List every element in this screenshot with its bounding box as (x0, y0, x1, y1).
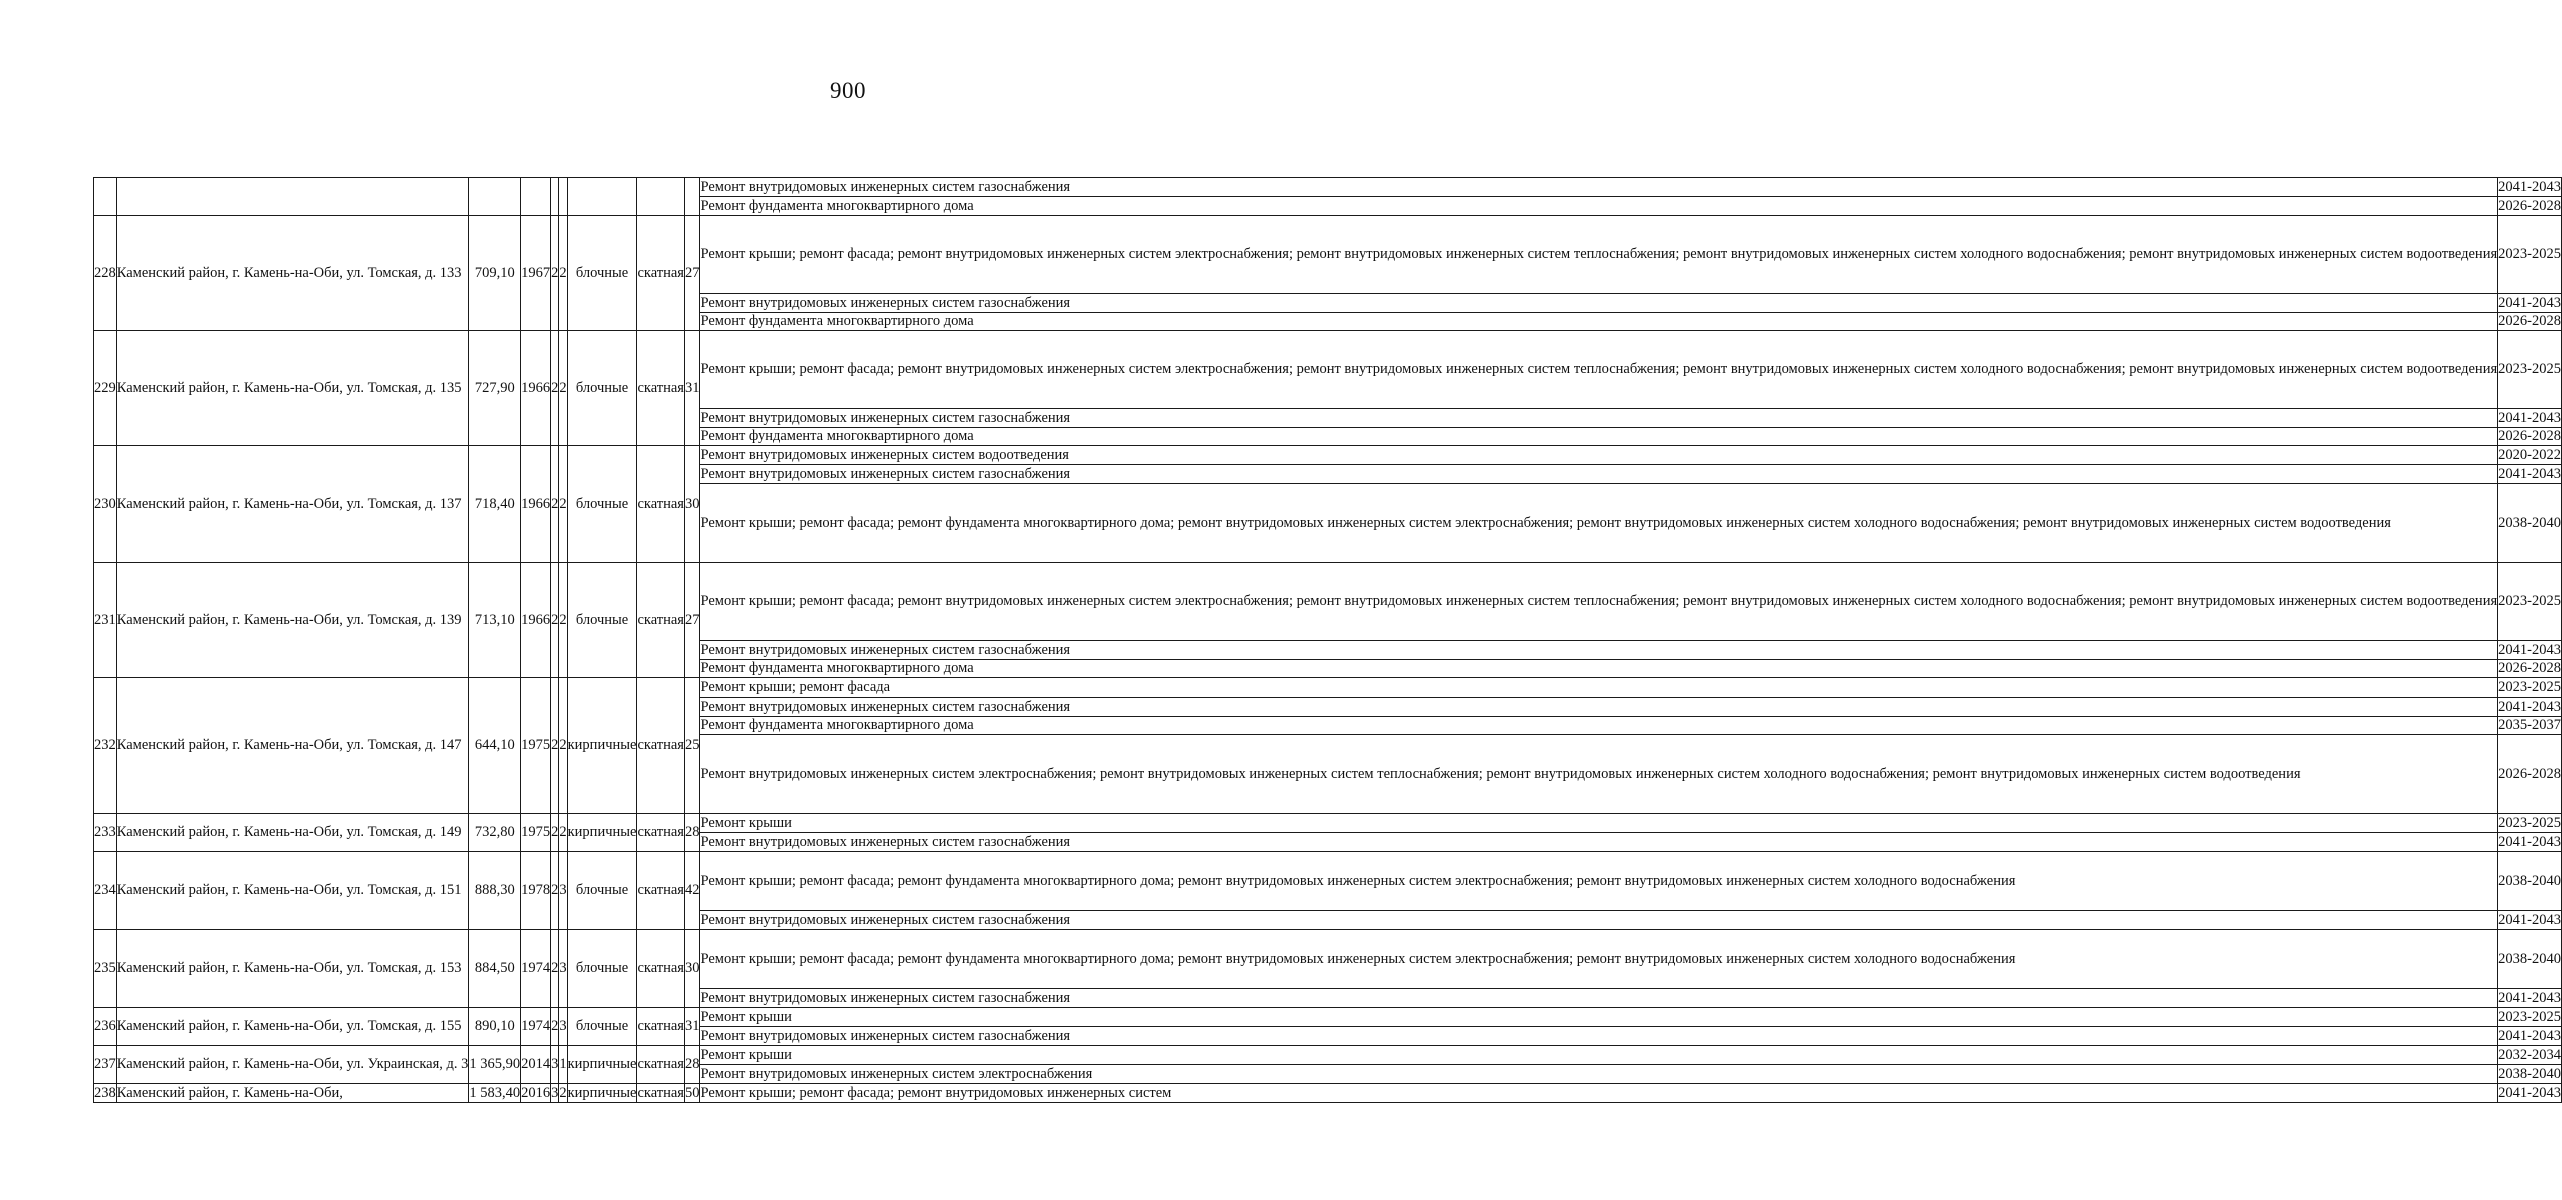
work-period-cell: 2026-2028 (2498, 197, 2561, 214)
roof-type-cell: скатная (637, 1084, 684, 1101)
row-number: 232 (94, 678, 117, 814)
table-row (94, 1008, 2562, 1027)
roof-type-cell: скатная (637, 331, 685, 446)
entrances-cell: 1 (559, 1046, 567, 1084)
residents-cell: 31 (684, 331, 700, 446)
area-cell: 890,10 (469, 1008, 521, 1046)
year-cell: 1966 (521, 563, 551, 678)
floors-cell: 2 (551, 563, 559, 678)
work-description-cell: Ремонт крыши; ремонт фасада; ремонт фундамента многоквартирного дома; ремонт внутридомовых инженерных систем электроснабжения; ремонт внутридомовых инженерных систем холодного водоснабжения; ремонт внутридомовых инженерных систем водоотведения (700, 484, 2498, 563)
area-cell: 732,80 (469, 814, 521, 852)
row-number: 236 (94, 1008, 117, 1046)
floors-cell: 3 (551, 1084, 559, 1101)
work-description-cell: Ремонт внутридомовых инженерных систем газоснабжения (700, 294, 2498, 313)
area-cell: 644,10 (469, 678, 521, 814)
work-period-cell: 2041-2043 (2498, 911, 2561, 928)
work-description-cell: Ремонт фундамента многоквартирного дома (700, 428, 2498, 446)
roof-type-cell: скатная (637, 678, 685, 814)
table-row (94, 216, 2562, 294)
work-period-cell: 2026-2028 (2498, 735, 2562, 814)
residents-cell: 28 (684, 1046, 700, 1084)
year-cell: 1966 (521, 331, 551, 446)
table-row (94, 678, 2562, 698)
residents-cell: 31 (684, 1008, 700, 1046)
year-cell: 1974 (521, 930, 551, 1008)
table-row (94, 1046, 2562, 1065)
walls-material-cell (567, 178, 637, 216)
work-period-cell: 2023-2025 (2498, 678, 2562, 698)
floors-cell: 2 (551, 678, 559, 814)
address-cell: Каменский район, г. Камень-на-Оби, ул. Томская, д. 133 (116, 216, 469, 331)
work-description-cell: Ремонт крыши; ремонт фасада; ремонт внутридомовых инженерных систем электроснабжения; ремонт внутридомовых инженерных систем теплоснабжения; ремонт внутридомовых инженерных систем холодного водоснабжения; ремонт внутридомовых инженерных систем водоотведения (700, 331, 2498, 409)
row-number: 234 (94, 852, 117, 930)
work-description-cell: Ремонт внутридомовых инженерных систем газоснабжения (700, 409, 2498, 428)
floors-cell: 2 (551, 446, 559, 563)
roof-type-cell: скатная (637, 216, 685, 331)
table-row (94, 814, 2562, 833)
address-cell: Каменский район, г. Камень-на-Оби, ул. Томская, д. 139 (116, 563, 469, 678)
roof-type-cell: скатная (637, 1046, 685, 1084)
walls-material-cell: кирпичные (567, 814, 637, 852)
row-number (94, 178, 117, 216)
residents-cell: 28 (684, 814, 700, 852)
year-cell: 2016 (521, 1084, 551, 1101)
work-period-cell: 2041-2043 (2498, 989, 2561, 1006)
table-row (94, 930, 2562, 989)
walls-material-cell: кирпичные (567, 1046, 637, 1084)
address-cell: Каменский район, г. Камень-на-Оби, ул. Украинская, д. 3 (116, 1046, 469, 1084)
entrances-cell: 2 (559, 446, 567, 563)
work-period-cell: 2023-2025 (2498, 814, 2561, 831)
work-description-cell: Ремонт фундамента многоквартирного дома (700, 660, 2498, 678)
work-period-cell: 2026-2028 (2498, 660, 2561, 676)
floors-cell: 2 (551, 331, 559, 446)
work-period-cell: 2041-2043 (2498, 178, 2561, 195)
table-row (94, 446, 2562, 465)
walls-material-cell: блочные (567, 563, 637, 678)
work-period-cell: 2023-2025 (2498, 216, 2562, 294)
year-cell: 1974 (521, 1008, 551, 1046)
year-cell (521, 178, 551, 216)
work-description-cell: Ремонт крыши; ремонт фасада; ремонт внутридомовых инженерных систем электроснабжения; ремонт внутридомовых инженерных систем теплоснабжения; ремонт внутридомовых инженерных систем холодного водоснабжения; ремонт внутридомовых инженерных систем водоотведения (700, 216, 2498, 294)
work-description-cell: Ремонт внутридомовых инженерных систем электроснабжения (700, 1065, 2498, 1084)
work-description-cell: Ремонт внутридомовых инженерных систем электроснабжения; ремонт внутридомовых инженерных систем теплоснабжения; ремонт внутридомовых инженерных систем холодного водоснабжения; ремонт внутридомовых инженерных систем водоотведения (700, 735, 2498, 814)
walls-material-cell: блочные (567, 331, 637, 446)
work-period-cell: 2041-2043 (2498, 833, 2561, 850)
row-number: 229 (94, 331, 117, 446)
table-row (94, 178, 2562, 197)
work-period-cell: 2041-2043 (2498, 641, 2561, 658)
walls-material-cell: блочные (567, 446, 637, 563)
work-period-cell: 2038-2040 (2498, 852, 2562, 911)
year-cell: 1978 (521, 852, 551, 930)
work-period-cell: 2041-2043 (2498, 294, 2561, 311)
floors-cell: 2 (551, 814, 559, 852)
work-period-cell: 2041-2043 (2498, 698, 2561, 715)
area-cell: 709,10 (469, 216, 521, 331)
address-cell: Каменский район, г. Камень-на-Оби, ул. Томская, д. 137 (116, 446, 469, 563)
area-cell: 727,90 (469, 331, 521, 446)
work-description-cell: Ремонт внутридомовых инженерных систем газоснабжения (700, 833, 2498, 852)
roof-type-cell: скатная (637, 930, 685, 1008)
walls-material-cell: блочные (567, 216, 637, 331)
roof-type-cell (637, 178, 685, 216)
work-description-cell: Ремонт внутридомовых инженерных систем газоснабжения (700, 1027, 2498, 1046)
area-cell: 1 365,90 (469, 1046, 521, 1084)
work-period-cell: 2020-2022 (2498, 446, 2561, 463)
floors-cell: 3 (551, 1046, 559, 1084)
residents-cell: 25 (684, 678, 700, 814)
address-cell: Каменский район, г. Камень-на-Оби, (116, 1084, 469, 1103)
entrances-cell: 2 (559, 563, 567, 678)
work-description-cell: Ремонт внутридомовых инженерных систем газоснабжения (700, 178, 2498, 197)
address-cell (116, 178, 469, 216)
work-period-cell: 2023-2025 (2498, 331, 2562, 409)
row-number: 235 (94, 930, 117, 1008)
address-cell: Каменский район, г. Камень-на-Оби, ул. Томская, д. 135 (116, 331, 469, 446)
work-period-cell: 2032-2034 (2498, 1046, 2561, 1063)
residents-cell: 30 (684, 446, 700, 563)
work-description-cell: Ремонт внутридомовых инженерных систем газоснабжения (700, 989, 2498, 1008)
table-row (94, 852, 2562, 911)
work-description-cell: Ремонт внутридомовых инженерных систем газоснабжения (700, 641, 2498, 660)
entrances-cell: 2 (559, 678, 567, 814)
entrances-cell: 2 (559, 814, 567, 852)
area-cell: 888,30 (469, 852, 521, 930)
roof-type-cell: скатная (637, 814, 685, 852)
walls-material-cell: блочные (567, 930, 637, 1008)
residents-cell (684, 178, 700, 216)
work-description-cell: Ремонт крыши (700, 1008, 2498, 1027)
table-row (94, 563, 2562, 641)
entrances-cell: 2 (559, 331, 567, 446)
address-cell: Каменский район, г. Камень-на-Оби, ул. Томская, д. 149 (116, 814, 469, 852)
roof-type-cell: скатная (637, 446, 685, 563)
work-description-cell: Ремонт фундамента многоквартирного дома (700, 313, 2498, 331)
work-description-cell: Ремонт крыши; ремонт фасада; ремонт фундамента многоквартирного дома; ремонт внутридомовых инженерных систем электроснабжения; ремонт внутридомовых инженерных систем холодного водоснабжения (700, 930, 2498, 989)
residents-cell: 50 (684, 1084, 700, 1101)
roof-type-cell: скатная (637, 852, 685, 930)
work-period-cell: 2041-2043 (2498, 465, 2561, 482)
row-number: 228 (94, 216, 117, 331)
work-period-cell: 2041-2043 (2498, 409, 2561, 426)
area-cell: 713,10 (469, 563, 521, 678)
area-cell: 1 583,40 (469, 1084, 521, 1101)
row-number: 238 (94, 1084, 116, 1101)
table-row (94, 1084, 2562, 1103)
address-cell: Каменский район, г. Камень-на-Оби, ул. Томская, д. 151 (116, 852, 469, 930)
work-description-cell: Ремонт фундамента многоквартирного дома (700, 717, 2498, 735)
row-number: 237 (94, 1046, 117, 1084)
residents-cell: 42 (684, 852, 700, 930)
work-period-cell: 2038-2040 (2498, 930, 2562, 989)
floors-cell: 2 (551, 852, 559, 930)
work-period-cell: 2026-2028 (2498, 428, 2561, 444)
entrances-cell: 3 (559, 852, 567, 930)
work-description-cell: Ремонт крыши (700, 1046, 2498, 1065)
work-description-cell: Ремонт внутридомовых инженерных систем газоснабжения (700, 465, 2498, 484)
floors-cell: 2 (551, 216, 559, 331)
residents-cell: 27 (684, 563, 700, 678)
entrances-cell: 2 (559, 1084, 567, 1101)
floors-cell: 2 (551, 930, 559, 1008)
entrances-cell: 2 (559, 216, 567, 331)
roof-type-cell: скатная (637, 563, 685, 678)
work-period-cell: 2026-2028 (2498, 313, 2561, 329)
work-description-cell: Ремонт крыши; ремонт фасада; ремонт фундамента многоквартирного дома; ремонт внутридомовых инженерных систем электроснабжения; ремонт внутридомовых инженерных систем холодного водоснабжения (700, 852, 2498, 911)
work-period-cell: 2038-2040 (2498, 1065, 2561, 1082)
work-period-cell: 2041-2043 (2498, 1027, 2561, 1044)
row-number: 230 (94, 446, 117, 563)
year-cell: 1975 (521, 678, 551, 814)
work-period-cell: 2023-2025 (2498, 563, 2562, 641)
repair-schedule-table (93, 177, 2562, 1103)
work-description-cell: Ремонт внутридомовых инженерных систем водоотведения (700, 446, 2498, 465)
work-description-cell: Ремонт внутридомовых инженерных систем газоснабжения (700, 911, 2498, 930)
row-number: 231 (94, 563, 117, 678)
address-cell: Каменский район, г. Камень-на-Оби, ул. Томская, д. 155 (116, 1008, 469, 1046)
year-cell: 1966 (521, 446, 551, 563)
walls-material-cell: блочные (567, 852, 637, 930)
table-row (94, 331, 2562, 409)
work-description-cell: Ремонт крыши; ремонт фасада; ремонт внутридомовых инженерных систем (700, 1084, 2498, 1103)
floors-cell: 2 (551, 1008, 559, 1046)
row-number: 233 (94, 814, 117, 852)
walls-material-cell: блочные (567, 1008, 637, 1046)
residents-cell: 27 (684, 216, 700, 331)
walls-material-cell: кирпичные (567, 678, 637, 814)
entrances-cell: 3 (559, 930, 567, 1008)
work-description-cell: Ремонт внутридомовых инженерных систем газоснабжения (700, 698, 2498, 717)
roof-type-cell: скатная (637, 1008, 685, 1046)
work-period-cell: 2023-2025 (2498, 1008, 2561, 1025)
address-cell: Каменский район, г. Камень-на-Оби, ул. Томская, д. 153 (116, 930, 469, 1008)
floors-cell (551, 178, 559, 216)
entrances-cell: 3 (559, 1008, 567, 1046)
page-number: 900 (830, 78, 866, 103)
year-cell: 1967 (521, 216, 551, 331)
work-period-cell: 2035-2037 (2498, 717, 2561, 733)
walls-material-cell: кирпичные (567, 1084, 637, 1101)
address-cell: Каменский район, г. Камень-на-Оби, ул. Томская, д. 147 (116, 678, 469, 814)
year-cell: 1975 (521, 814, 551, 852)
work-description-cell: Ремонт крыши; ремонт фасада (700, 678, 2498, 698)
residents-cell: 30 (684, 930, 700, 1008)
work-period-cell: 2041-2043 (2498, 1084, 2561, 1101)
area-cell (469, 178, 521, 216)
work-description-cell: Ремонт фундамента многоквартирного дома (700, 197, 2498, 216)
work-description-cell: Ремонт крыши (700, 814, 2498, 833)
area-cell: 884,50 (469, 930, 521, 1008)
work-description-cell: Ремонт крыши; ремонт фасада; ремонт внутридомовых инженерных систем электроснабжения; ремонт внутридомовых инженерных систем теплоснабжения; ремонт внутридомовых инженерных систем холодного водоснабжения; ремонт внутридомовых инженерных систем водоотведения (700, 563, 2498, 641)
year-cell: 2014 (521, 1046, 551, 1084)
work-period-cell: 2038-2040 (2498, 484, 2562, 563)
entrances-cell (559, 178, 567, 216)
area-cell: 718,40 (469, 446, 521, 563)
